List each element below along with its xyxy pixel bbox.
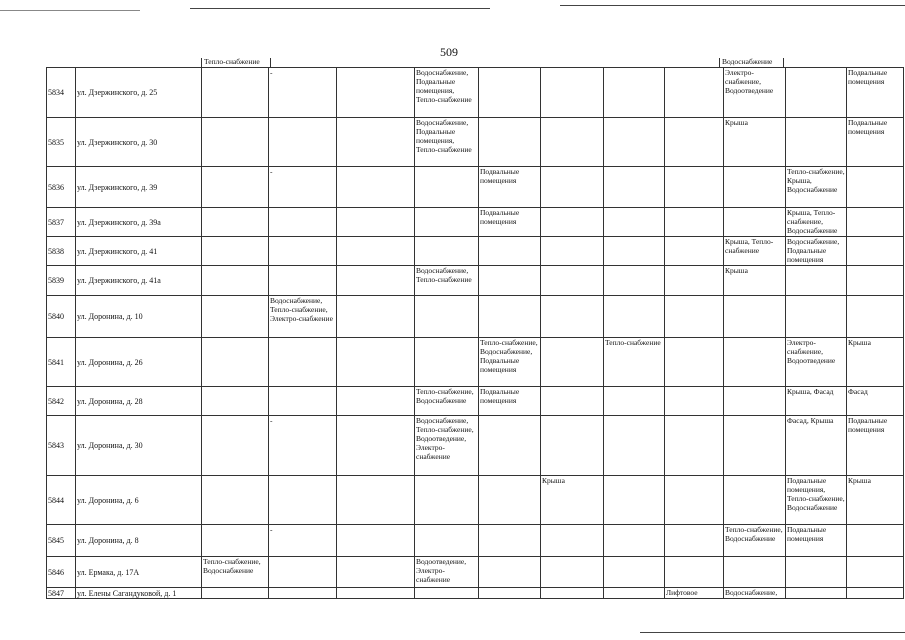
table-cell [337,476,415,525]
table-cell [604,266,665,296]
table-cell [479,588,541,599]
table-cell [269,387,337,416]
table-cell [202,338,269,387]
table-cell [541,588,604,599]
continuation-cell-water: Водоснабжение [719,58,784,67]
table-cell [665,338,724,387]
table-cell [665,118,724,167]
table-cell [847,296,904,338]
table-cell: Фасад [847,387,904,416]
table-cell [604,167,665,208]
row-number: 5838 [47,237,76,266]
table-cell [604,525,665,557]
table-cell [541,557,604,588]
table-cell [269,588,337,599]
table-cell [847,208,904,237]
row-address: ул. Доронина, д. 8 [76,525,202,557]
table-cell [337,118,415,167]
table-cell [269,118,337,167]
table-cell [415,296,479,338]
table-cell [847,266,904,296]
table-cell [479,237,541,266]
table-cell [337,338,415,387]
table-cell [541,416,604,476]
table-cell: Водоснабжение, Тепло-снабжение, Электро-снабжение [269,296,337,338]
table-cell [541,208,604,237]
table-cell [337,525,415,557]
continuation-cell-heat: Тепло-снабжение [201,58,271,67]
row-address: ул. Доронина, д. 26 [76,338,202,387]
table-cell: Подвальные помещения [847,118,904,167]
table-cell: Крыша [541,476,604,525]
table-cell [724,296,786,338]
table-cell [541,266,604,296]
buildings-table [46,67,904,599]
table-cell [847,525,904,557]
table-cell [269,338,337,387]
table-cell [665,525,724,557]
table-cell [847,167,904,208]
table-cell [604,387,665,416]
table-cell: Тепло-снабжение, Водоснабжение [202,557,269,588]
table-cell [604,588,665,599]
row-number: 5844 [47,476,76,525]
table-cell: Тепло-снабжение, Водоснабжение [415,387,479,416]
scan-edge-top-left [0,10,140,11]
row-address: ул. Ермака, д. 17А [76,557,202,588]
row-address: ул. Дзержинского, д. 41 [76,237,202,266]
table-cell [202,525,269,557]
table-cell [415,237,479,266]
table-cell: - [269,525,337,557]
table-cell [604,118,665,167]
table-cell [337,208,415,237]
table-cell [541,68,604,118]
table-cell [541,296,604,338]
table-cell [202,387,269,416]
table-cell [665,557,724,588]
table-cell [202,167,269,208]
table-cell [202,416,269,476]
table-cell: Крыша [847,338,904,387]
table-cell [786,266,847,296]
table-cell [724,208,786,237]
row-address: ул. Доронина, д. 30 [76,416,202,476]
table-cell [786,68,847,118]
table-cell [847,557,904,588]
table-row [47,118,904,167]
table-cell [604,476,665,525]
table-row [47,476,904,525]
scan-edge-top [190,8,490,9]
table-cell [786,588,847,599]
table-cell [604,296,665,338]
table-cell: Подвальные помещения [479,208,541,237]
table-cell [415,476,479,525]
table-cell: Подвальные помещения [847,416,904,476]
table-cell [724,167,786,208]
table-cell: Крыша, Тепло-снабжение, Водоснабжение [786,208,847,237]
table-cell [479,557,541,588]
row-address: ул. Доронина, д. 28 [76,387,202,416]
row-address: ул. Дзержинского, д. 39 [76,167,202,208]
table-row [47,557,904,588]
table-row [47,68,904,118]
table-cell [202,266,269,296]
table-row [47,167,904,208]
table-cell: Крыша [847,476,904,525]
table-cell [269,557,337,588]
table-cell [202,296,269,338]
scan-edge-top-right [560,5,905,6]
table-cell: Подвальные помещения [847,68,904,118]
table-cell: Фасад, Крыша [786,416,847,476]
table-cell [604,208,665,237]
table-cell [541,525,604,557]
row-number: 5835 [47,118,76,167]
table-cell [665,296,724,338]
table-cell [604,237,665,266]
table-cell [479,525,541,557]
row-number: 5842 [47,387,76,416]
table-cell: Водоснабжение, Тепло-снабжение [415,266,479,296]
table-row [47,387,904,416]
table-cell [337,557,415,588]
row-number: 5845 [47,525,76,557]
table-cell [847,588,904,599]
table-cell [604,557,665,588]
row-number: 5847 [47,588,76,599]
table-row [47,416,904,476]
table-cell [337,237,415,266]
row-address: ул. Дзержинского, д. 39а [76,208,202,237]
table-cell [665,167,724,208]
table-row [47,237,904,266]
table-row [47,338,904,387]
table-cell: Подвальные помещения, Тепло-снабжение, Водоснабжение [786,476,847,525]
table-cell: Лифтовое [665,588,724,599]
table-cell [202,208,269,237]
table-cell: Подвальные помещения [479,387,541,416]
table-cell [479,68,541,118]
table-cell [337,266,415,296]
table-cell [665,237,724,266]
row-address: ул. Елены Сагандуковой, д. 1 [76,588,202,599]
table-cell: Тепло-снабжение [604,338,665,387]
table-cell: Электро-снабжение, Водоотведение [786,338,847,387]
table-cell [202,68,269,118]
table-cell [415,167,479,208]
table-cell [724,416,786,476]
table-cell [724,387,786,416]
table-cell [337,387,415,416]
table-row [47,296,904,338]
table-cell [479,118,541,167]
table-cell [202,237,269,266]
table-cell [269,266,337,296]
table-cell [269,208,337,237]
table-cell [479,296,541,338]
table-row [47,208,904,237]
table-row [47,266,904,296]
table-cell: Водоснабжение, [724,588,786,599]
row-number: 5836 [47,167,76,208]
row-number: 5841 [47,338,76,387]
table-cell [415,588,479,599]
table-cell [665,416,724,476]
table-cell [415,525,479,557]
row-number: 5834 [47,68,76,118]
table-cell: - [269,416,337,476]
table-cell [479,476,541,525]
row-address: ул. Доронина, д. 10 [76,296,202,338]
table-cell: Тепло-снабжение, Водоснабжение [724,525,786,557]
table-cell [202,118,269,167]
page-number: 509 [440,45,458,59]
table-cell [269,237,337,266]
table-cell [786,296,847,338]
table-cell: Водоотведение, Электро-снабжение [415,557,479,588]
row-number: 5839 [47,266,76,296]
table-cell: Водоснабжение, Подвальные помещения, Тепло-снабжение [415,118,479,167]
row-number: 5840 [47,296,76,338]
table-cell [337,588,415,599]
table-cell [665,266,724,296]
table-cell: Крыша, Фасад [786,387,847,416]
table-cell: Крыша [724,266,786,296]
table-cell [541,387,604,416]
table-cell [269,476,337,525]
table-cell [337,167,415,208]
table-cell [541,118,604,167]
table-cell [786,118,847,167]
table-cell [541,338,604,387]
table-row [47,525,904,557]
table-row [47,588,904,599]
table-cell: - [269,68,337,118]
row-address: ул. Дзержинского, д. 41а [76,266,202,296]
row-address: ул. Доронина, д. 6 [76,476,202,525]
table-cell: - [269,167,337,208]
table-cell [337,68,415,118]
table-cell: Электро-снабжение, Водоотведение [724,68,786,118]
table-cell: Подвальные помещения [479,167,541,208]
table-cell [415,208,479,237]
table-cell [665,68,724,118]
table-cell: Тепло-снабжение, Водоснабжение, Подвальные помещения [479,338,541,387]
row-number: 5843 [47,416,76,476]
table-cell [724,338,786,387]
table-cell [665,476,724,525]
table-cell [724,476,786,525]
table-cell [337,296,415,338]
table-cell [665,387,724,416]
table-cell [202,476,269,525]
table-cell [724,557,786,588]
row-number: 5837 [47,208,76,237]
table-cell: Водоснабжение, Подвальные помещения [786,237,847,266]
table-cell [337,416,415,476]
table-cell [604,416,665,476]
table-cell [786,557,847,588]
row-number: 5846 [47,557,76,588]
table-cell [415,338,479,387]
scan-edge-bottom [640,632,905,633]
table-cell [847,237,904,266]
table-cell: Крыша [724,118,786,167]
row-address: ул. Дзержинского, д. 25 [76,68,202,118]
table-cell [202,588,269,599]
table-cell: Водоснабжение, Тепло-снабжение, Водоотведение, Электро-снабжение [415,416,479,476]
table-cell: Подвальные помещения [786,525,847,557]
table-cell [604,68,665,118]
table-cell: Крыша, Тепло-снабжение [724,237,786,266]
table-cell [479,266,541,296]
table-cell [479,416,541,476]
table-cell [541,237,604,266]
row-address: ул. Дзержинского, д. 30 [76,118,202,167]
table-cell: Водоснабжение, Подвальные помещения, Тепло-снабжение [415,68,479,118]
table-cell: Тепло-снабжение, Крыша, Водоснабжение [786,167,847,208]
table-cell [541,167,604,208]
table-cell [665,208,724,237]
